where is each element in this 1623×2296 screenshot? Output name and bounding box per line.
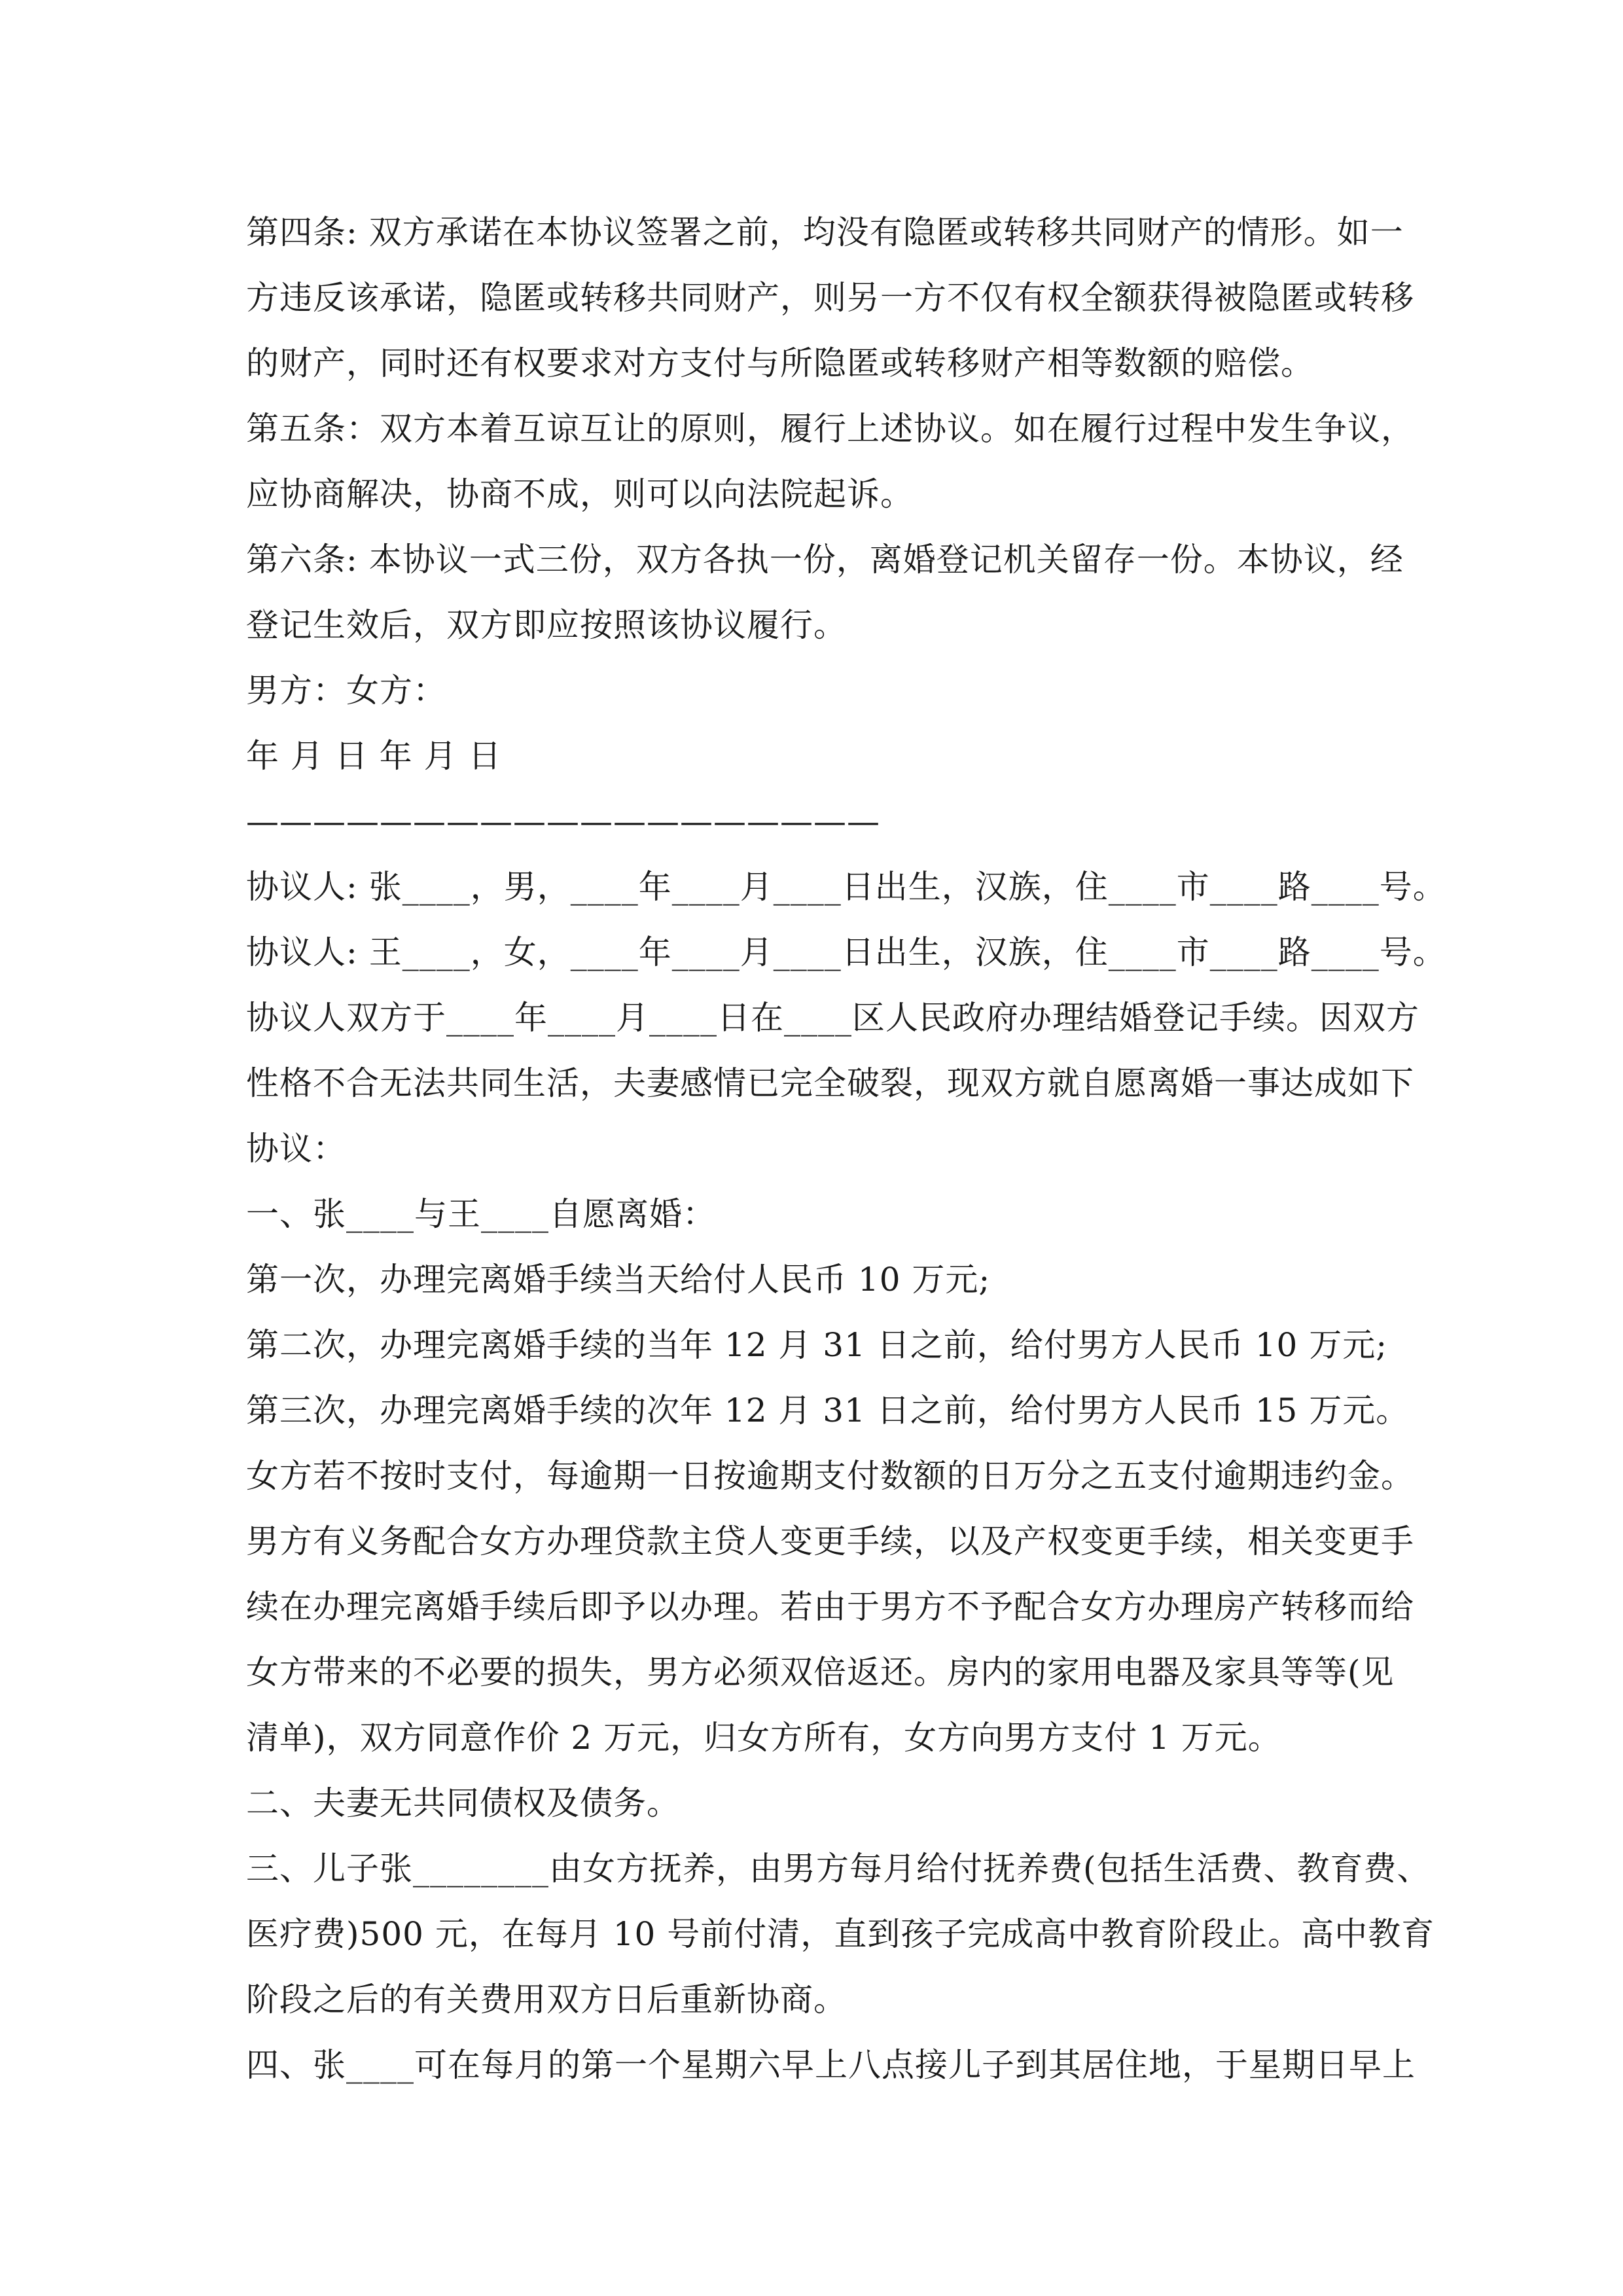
text-line: 清单)，双方同意作价 2 万元，归女方所有，女方向男方支付 1 万元。 <box>246 1719 1281 1757</box>
text-line: 四、张____可在每月的第一个星期六早上八点接儿子到其居住地，于星期日早上 <box>246 2046 1416 2084</box>
text-line: 协议人: 王____，女，____年____月____日出生，汉族，住____市____路____号。 <box>246 933 1446 971</box>
signature-dates: 年 月 日 年 月 日 <box>246 737 502 775</box>
text-line: 阶段之后的有关费用双方日后重新协商。 <box>246 1981 847 2018</box>
text-line: 性格不合无法共同生活，夫妻感情已完全破裂，现双方就自愿离婚一事达成如下 <box>246 1064 1414 1102</box>
text-line: 女方若不按时支付，每逾期一日按逾期支付数额的日万分之五支付逾期违约金。 <box>246 1457 1414 1495</box>
text-line: 方违反该承诺，隐匿或转移共同财产，则另一方不仅有权全额获得被隐匿或转移 <box>246 279 1414 317</box>
text-line: 第二次，办理完离婚手续的当年 12 月 31 日之前，给付男方人民币 10 万元; <box>246 1326 1388 1364</box>
text-line: 第一次，办理完离婚手续当天给付人民币 10 万元; <box>246 1261 991 1299</box>
text-line: 三、儿子张________由女方抚养，由男方每月给付抚养费(包括生活费、教育费、 <box>246 1850 1431 1888</box>
text-line: 登记生效后，双方即应按照该协议履行。 <box>246 606 847 644</box>
section-divider: ——————————————————— <box>246 802 880 840</box>
text-line: 协议： <box>246 1130 346 1168</box>
text-line: 应协商解决，协商不成，则可以向法院起诉。 <box>246 475 914 513</box>
text-line: 女方带来的不必要的损失，男方必须双倍返还。房内的家用电器及家具等等(见 <box>246 1653 1395 1691</box>
text-line: 二、夫妻无共同债权及债务。 <box>246 1784 680 1822</box>
text-line: 的财产，同时还有权要求对方支付与所隐匿或转移财产相等数额的赔偿。 <box>246 344 1314 382</box>
text-line: 男方有义务配合女方办理贷款主贷人变更手续，以及产权变更手续，相关变更手 <box>246 1522 1414 1560</box>
text-line: 协议人双方于____年____月____日在____区人民政府办理结婚登记手续。因双方 <box>246 999 1419 1037</box>
text-line: 一、张____与王____自愿离婚： <box>246 1195 716 1233</box>
text-line: 第五条：双方本着互谅互让的原则，履行上述协议。如在履行过程中发生争议， <box>246 410 1414 448</box>
text-line: 协议人: 张____，男，____年____月____日出生，汉族，住____市____路____号。 <box>246 868 1446 906</box>
text-line: 医疗费)500 元，在每月 10 号前付清，直到孩子完成高中教育阶段止。高中教育 <box>246 1915 1435 1953</box>
document-page <box>246 200 1446 2098</box>
signature-parties: 男方：女方： <box>246 672 446 709</box>
text-line: 第三次，办理完离婚手续的次年 12 月 31 日之前，给付男方人民币 15 万元。 <box>246 1391 1410 1429</box>
text-line: 第四条: 双方承诺在本协议签署之前，均没有隐匿或转移共同财产的情形。如一 <box>246 213 1404 251</box>
text-line: 续在办理完离婚手续后即予以办理。若由于男方不予配合女方办理房产转移而给 <box>246 1588 1414 1626</box>
text-line: 第六条: 本协议一式三份，双方各执一份，离婚登记机关留存一份。本协议，经 <box>246 541 1404 579</box>
